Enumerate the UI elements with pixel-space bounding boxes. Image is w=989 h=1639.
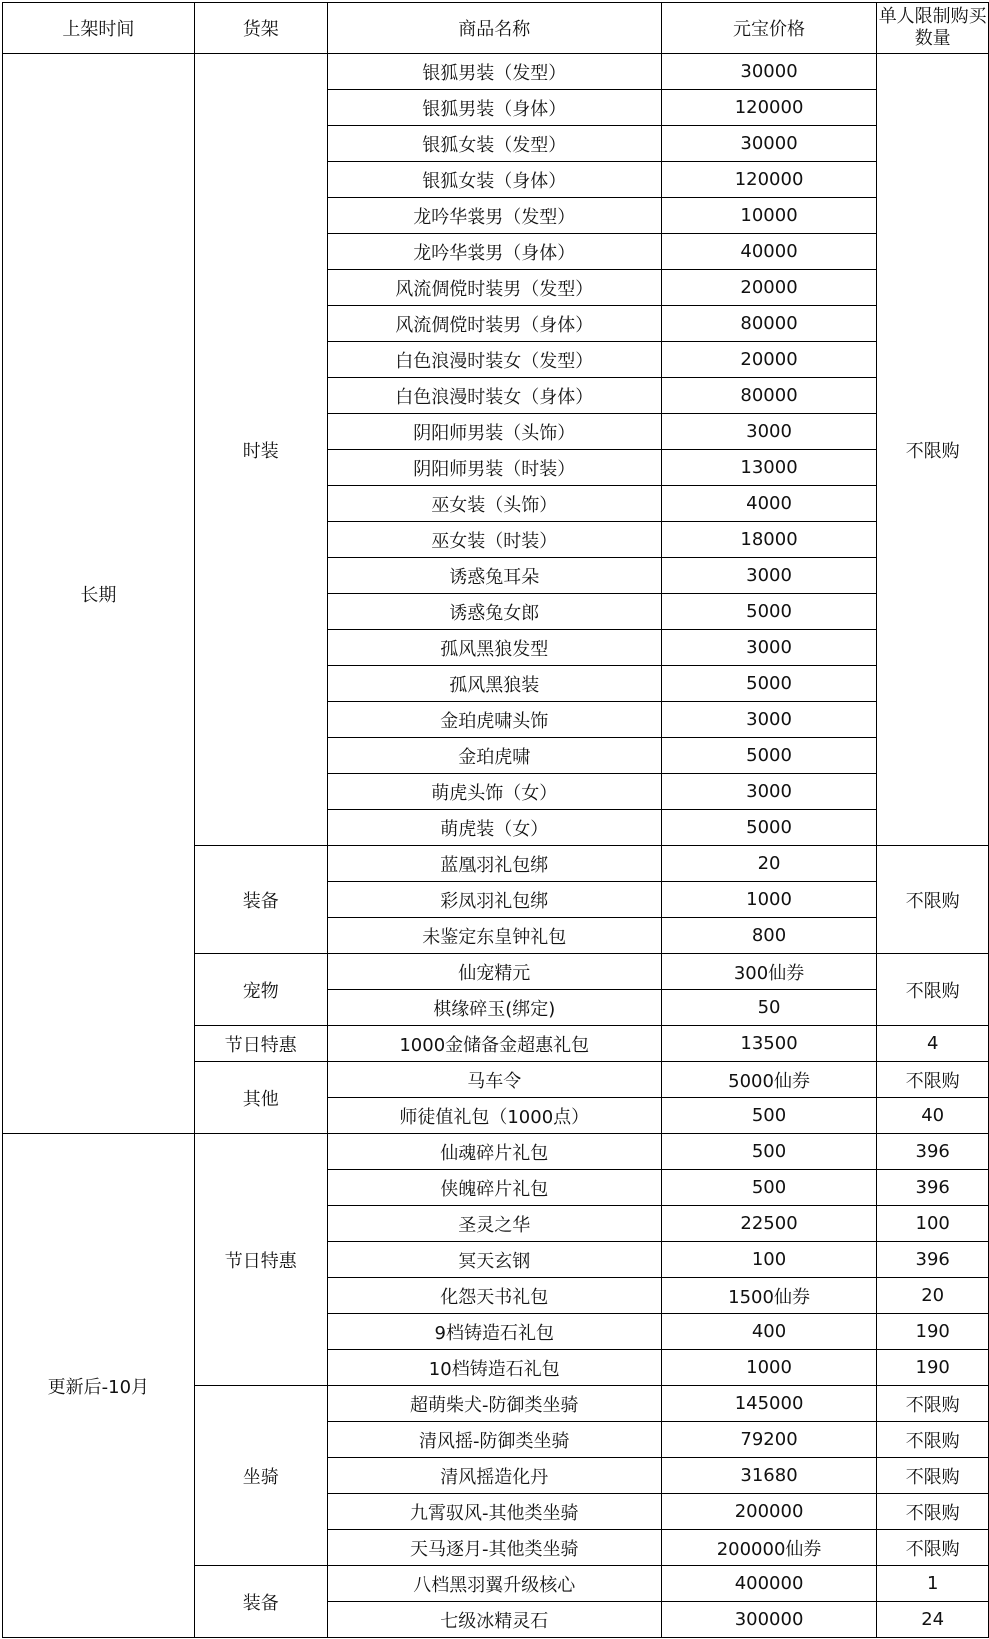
item-name-cell: 巫女装（头饰）: [327, 486, 661, 522]
price-cell: 20000: [661, 342, 877, 378]
header-listing-time: 上架时间: [3, 3, 195, 54]
item-name-cell: 超萌柴犬-防御类坐骑: [327, 1386, 661, 1422]
price-cell: 100: [661, 1242, 877, 1278]
shelf-cell: 节日特惠: [194, 1026, 327, 1062]
header-purchase-limit: 单人限制购买数量: [877, 3, 989, 54]
item-name-cell: 银狐女装（发型）: [327, 126, 661, 162]
listing-time-cell: 更新后-10月: [3, 1134, 195, 1638]
item-name-cell: 圣灵之华: [327, 1206, 661, 1242]
item-name-cell: 金珀虎啸: [327, 738, 661, 774]
price-cell: 1500仙券: [661, 1278, 877, 1314]
price-cell: 145000: [661, 1386, 877, 1422]
header-row: [3, 3, 989, 54]
item-name-cell: 孤风黑狼发型: [327, 630, 661, 666]
item-name-cell: 龙吟华裳男（身体）: [327, 234, 661, 270]
price-cell: 5000仙券: [661, 1062, 877, 1098]
price-cell: 20000: [661, 270, 877, 306]
shelf-cell: 时装: [194, 54, 327, 846]
price-cell: 300仙券: [661, 954, 877, 990]
item-name-cell: 马车令: [327, 1062, 661, 1098]
price-cell: 80000: [661, 306, 877, 342]
price-cell: 1000: [661, 882, 877, 918]
price-cell: 40000: [661, 234, 877, 270]
price-cell: 3000: [661, 414, 877, 450]
item-name-cell: 白色浪漫时装女（发型）: [327, 342, 661, 378]
price-cell: 5000: [661, 666, 877, 702]
item-name-cell: 冥天玄钢: [327, 1242, 661, 1278]
price-cell: 80000: [661, 378, 877, 414]
price-cell: 13500: [661, 1026, 877, 1062]
price-cell: 5000: [661, 594, 877, 630]
item-name-cell: 风流倜傥时装男（身体）: [327, 306, 661, 342]
purchase-limit-cell: 不限购: [877, 1062, 989, 1098]
item-name-cell: 阴阳师男装（头饰）: [327, 414, 661, 450]
item-name-cell: 九霄驭风-其他类坐骑: [327, 1494, 661, 1530]
item-name-cell: 10档铸造石礼包: [327, 1350, 661, 1386]
price-cell: 22500: [661, 1206, 877, 1242]
price-cell: 200000: [661, 1494, 877, 1530]
price-cell: 3000: [661, 774, 877, 810]
shelf-cell: 节日特惠: [194, 1134, 327, 1386]
item-name-cell: 金珀虎啸头饰: [327, 702, 661, 738]
item-name-cell: 未鉴定东皇钟礼包: [327, 918, 661, 954]
shelf-cell: 宠物: [194, 954, 327, 1026]
item-name-cell: 蓝凰羽礼包绑: [327, 846, 661, 882]
purchase-limit-cell: 396: [877, 1242, 989, 1278]
item-name-cell: 清风摇-防御类坐骑: [327, 1422, 661, 1458]
price-cell: 3000: [661, 702, 877, 738]
purchase-limit-cell: 20: [877, 1278, 989, 1314]
purchase-limit-cell: 190: [877, 1314, 989, 1350]
price-cell: 20: [661, 846, 877, 882]
table-row: [3, 1134, 989, 1170]
item-name-cell: 萌虎头饰（女）: [327, 774, 661, 810]
shelf-cell: 装备: [194, 846, 327, 954]
item-name-cell: 巫女装（时装）: [327, 522, 661, 558]
item-name-cell: 师徒值礼包（1000点）: [327, 1098, 661, 1134]
purchase-limit-cell: 不限购: [877, 1458, 989, 1494]
price-cell: 400000: [661, 1566, 877, 1602]
price-cell: 1000: [661, 1350, 877, 1386]
price-cell: 120000: [661, 90, 877, 126]
purchase-limit-cell: 396: [877, 1170, 989, 1206]
shelf-cell: 装备: [194, 1566, 327, 1638]
price-cell: 3000: [661, 630, 877, 666]
listing-time-cell: 长期: [3, 54, 195, 1134]
price-cell: 400: [661, 1314, 877, 1350]
price-cell: 200000仙券: [661, 1530, 877, 1566]
purchase-limit-cell: 不限购: [877, 54, 989, 846]
purchase-limit-cell: 4: [877, 1026, 989, 1062]
purchase-limit-cell: 不限购: [877, 1422, 989, 1458]
item-name-cell: 化怨天书礼包: [327, 1278, 661, 1314]
purchase-limit-cell: 不限购: [877, 1386, 989, 1422]
header-price: 元宝价格: [661, 3, 877, 54]
item-name-cell: 孤风黑狼装: [327, 666, 661, 702]
price-cell: 5000: [661, 810, 877, 846]
item-name-cell: 银狐男装（身体）: [327, 90, 661, 126]
price-cell: 79200: [661, 1422, 877, 1458]
price-cell: 30000: [661, 126, 877, 162]
price-cell: 4000: [661, 486, 877, 522]
item-price-table: [2, 2, 989, 1638]
price-cell: 800: [661, 918, 877, 954]
item-name-cell: 七级冰精灵石: [327, 1602, 661, 1638]
price-cell: 500: [661, 1170, 877, 1206]
purchase-limit-cell: 24: [877, 1602, 989, 1638]
price-cell: 30000: [661, 54, 877, 90]
item-name-cell: 天马逐月-其他类坐骑: [327, 1530, 661, 1566]
item-name-cell: 9档铸造石礼包: [327, 1314, 661, 1350]
item-name-cell: 银狐女装（身体）: [327, 162, 661, 198]
item-name-cell: 阴阳师男装（时装）: [327, 450, 661, 486]
price-cell: 500: [661, 1134, 877, 1170]
price-cell: 500: [661, 1098, 877, 1134]
item-name-cell: 清风摇造化丹: [327, 1458, 661, 1494]
price-cell: 120000: [661, 162, 877, 198]
item-name-cell: 风流倜傥时装男（发型）: [327, 270, 661, 306]
item-name-cell: 1000金储备金超惠礼包: [327, 1026, 661, 1062]
table-body: [3, 54, 989, 1638]
price-cell: 18000: [661, 522, 877, 558]
item-name-cell: 萌虎装（女）: [327, 810, 661, 846]
purchase-limit-cell: 不限购: [877, 846, 989, 954]
price-cell: 300000: [661, 1602, 877, 1638]
table-row: [3, 54, 989, 90]
item-name-cell: 侠魄碎片礼包: [327, 1170, 661, 1206]
purchase-limit-cell: 396: [877, 1134, 989, 1170]
price-cell: 31680: [661, 1458, 877, 1494]
header-item-name: 商品名称: [327, 3, 661, 54]
purchase-limit-cell: 40: [877, 1098, 989, 1134]
purchase-limit-cell: 不限购: [877, 954, 989, 1026]
item-name-cell: 仙魂碎片礼包: [327, 1134, 661, 1170]
purchase-limit-cell: 不限购: [877, 1530, 989, 1566]
item-name-cell: 诱惑兔耳朵: [327, 558, 661, 594]
item-name-cell: 白色浪漫时装女（身体）: [327, 378, 661, 414]
shelf-cell: 坐骑: [194, 1386, 327, 1566]
shelf-cell: 其他: [194, 1062, 327, 1134]
price-cell: 13000: [661, 450, 877, 486]
item-name-cell: 彩凤羽礼包绑: [327, 882, 661, 918]
item-name-cell: 龙吟华裳男（发型）: [327, 198, 661, 234]
purchase-limit-cell: 100: [877, 1206, 989, 1242]
purchase-limit-cell: 1: [877, 1566, 989, 1602]
item-name-cell: 诱惑兔女郎: [327, 594, 661, 630]
header-shelf: 货架: [194, 3, 327, 54]
item-name-cell: 棋缘碎玉(绑定): [327, 990, 661, 1026]
item-name-cell: 仙宠精元: [327, 954, 661, 990]
item-name-cell: 银狐男装（发型）: [327, 54, 661, 90]
price-cell: 50: [661, 990, 877, 1026]
purchase-limit-cell: 不限购: [877, 1494, 989, 1530]
price-cell: 3000: [661, 558, 877, 594]
price-cell: 10000: [661, 198, 877, 234]
price-cell: 5000: [661, 738, 877, 774]
purchase-limit-cell: 190: [877, 1350, 989, 1386]
item-name-cell: 八档黑羽翼升级核心: [327, 1566, 661, 1602]
